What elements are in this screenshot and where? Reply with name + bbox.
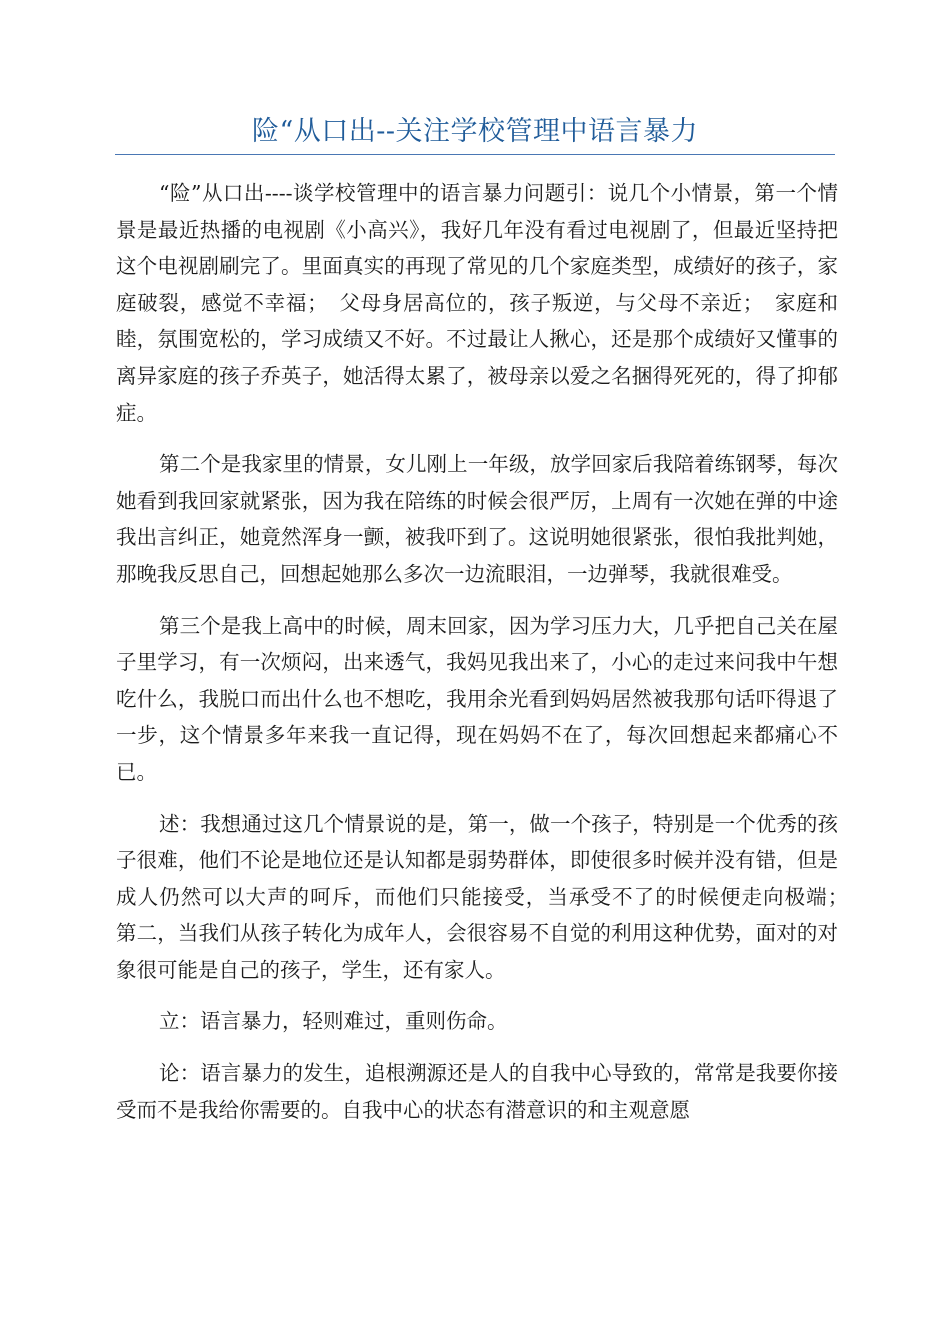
paragraph-third-scene: 第三个是我上高中的时候，周末回家，因为学习压力大，几乎把自己关在屋子里学习，有一次烦闷，出来透气，我妈见我出来了，小心的走过来问我中午想吃什么，我脱口而出什么也不想吃，我用余光看到妈妈居然被我那句话吓得退了一步，这个情景多年来我一直记得，现在妈妈不在了，每次回想起来都痛心不已。 xyxy=(116,613,838,784)
paragraph-second-scene: 第二个是我家里的情景，女儿刚上一年级，放学回家后我陪着练钢琴，每次她看到我回家就紧张，因为我在陪练的时候会很严厉，上周有一次她在弹的中途我出言纠正，她竟然浑身一颤，被我吓到了。这说明她很紧张，很怕我批判她，那晚我反思自己，回想起她那么多次一边流眼泪，一边弹琴，我就很难受。 xyxy=(116,452,838,586)
title-underline xyxy=(115,154,835,155)
document-body xyxy=(116,175,859,1143)
paragraph-intro: “险”从口出----谈学校管理中的语言暴力问题引：说几个小情景，第一个情景是最近热播的电视剧《小高兴》，我好几年没有看过电视剧了，但最近坚持把这个电视剧刷完了。里面真实的再现了常见的几个家庭类型，成绩好的孩子，家庭破裂，感觉不幸福； 父母身居高位的，孩子叛逆，与父母不亲近； 家庭和睦，氛围宽松的，学习成绩又不好。不过最让人揪心，还是那个成绩好又懂事的离异家庭的孩子乔英子，她活得太累了，被母亲以爱之名捆得死死的，得了抑郁症。 xyxy=(116,181,838,425)
paragraph-statement: 述：我想通过这几个情景说的是，第一，做一个孩子，特别是一个优秀的孩子很难，他们不论是地位还是认知都是弱势群体，即使很多时候并没有错，但是成人仍然可以大声的呵斥，而他们只能接受，当承受不了的时候便走向极端； 第二，当我们从孩子转化为成年人，会很容易不自觉的利用这种优势，面对的对象很可能是自己的孩子，学生，还有家人。 xyxy=(116,811,859,982)
paragraph-argument: 论：语言暴力的发生，追根溯源还是人的自我中心导致的，常常是我要你接受而不是我给你需要的。自我中心的状态有潜意识的和主观意愿 xyxy=(116,1061,838,1122)
paragraph-thesis: 立：语言暴力，轻则难过，重则伤命。 xyxy=(159,1009,508,1034)
document-title: 险“从口出--关注学校管理中语言暴力 xyxy=(251,116,699,147)
